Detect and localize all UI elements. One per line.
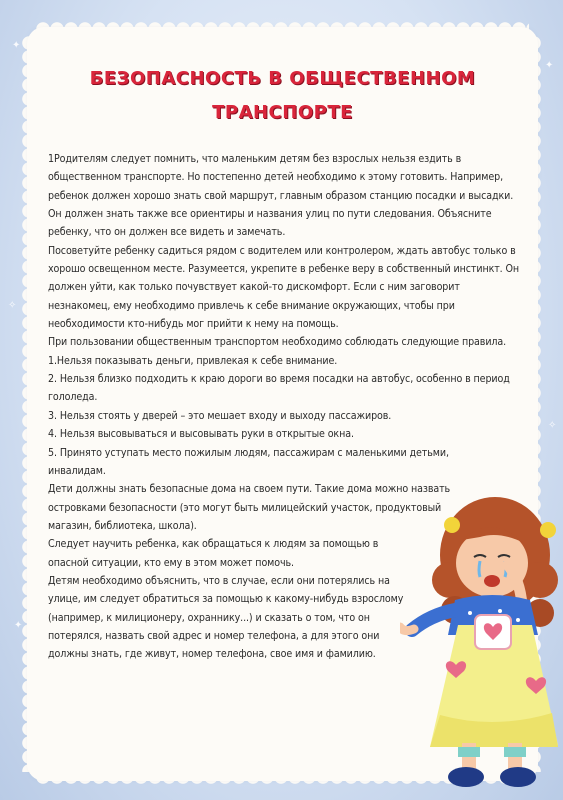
sparkle-icon: ✧ xyxy=(8,300,17,311)
paragraph: При пользовании общественным транспортом необходимо соблюдать следующие правила. xyxy=(48,336,507,349)
sparkle-icon: ✦ xyxy=(14,620,23,631)
sparkle-icon: ✦ xyxy=(12,40,21,51)
paragraph: Дети должны знать безопасные дома на своем пути. Такие дома можно назвать островками безопасности (это могут быть милицейский участок, продуктовый магазин, библиотека, школа). xyxy=(48,483,451,532)
title-line-1: БЕЗОПАСНОСТЬ В ОБЩЕСТВЕННОМ xyxy=(89,68,476,89)
sparkle-icon: ✦ xyxy=(545,60,554,71)
paragraph: Посоветуйте ребенку садиться рядом с водителем или контролером, ждать автобус только в хорошо освещенном месте. Разумеется, укрепите в ребенке веру в собственный инстинкт. Он должен уйти, как только почувствует какой-то дискомфорт. Если с ним заговорит незнакомец, ему необходимо привлечь к себе внимание окружающих, чтобы при необходимости кто-нибудь мог прийти к нему на помощь. xyxy=(48,244,520,331)
rule-item: 5. Принято уступать место пожилым людям, пассажирам с маленькими детьми, инвалидам. xyxy=(48,446,449,477)
rule-item: 2. Нельзя близко подходить к краю дороги во время посадки на автобус, особенно в период гололеда. xyxy=(48,373,510,404)
sparkle-icon: ✧ xyxy=(548,420,557,431)
crying-girl-illustration xyxy=(400,485,560,795)
paragraph: Следует научить ребенка, как обращаться к людям за помощью в опасной ситуации, кто ему в этом может помочь. xyxy=(48,538,379,569)
paragraph: 1Родителям следует помнить, что маленьким детям без взрослых нельзя ездить в общественном транспорте. Но постепенно детей необходимо к этому готовить. Например, ребенок должен хорошо знать свой маршрут, главным образом станцию посадки и высадки. Он должен знать также все ориентиры и названия улиц по пути следования. Объясните ребенку, что он должен все видеть и замечать. xyxy=(48,153,514,239)
rule-item: 3. Нельзя стоять у дверей – это мешает входу и выходу пассажиров. xyxy=(48,409,392,422)
page-title xyxy=(40,62,525,130)
paragraph: Детям необходимо объяснить, что в случае, если они потерялись на улице, им следует обратиться за помощью к какому-нибудь взрослому (например, к милиционеру, охраннику...) и сказать о том, что он потерялся, назвать свой адрес и номер телефона, а для этого они должны знать, где живут, номер телефона, свое имя и фамилию. xyxy=(48,574,404,661)
title-line-2: ТРАНСПОРТЕ xyxy=(212,102,353,123)
rule-item: 1.Нельзя показывать деньги, привлекая к себе внимание. xyxy=(48,354,338,367)
rule-item: 4. Нельзя высовываться и высовывать руки в открытые окна. xyxy=(48,428,354,441)
